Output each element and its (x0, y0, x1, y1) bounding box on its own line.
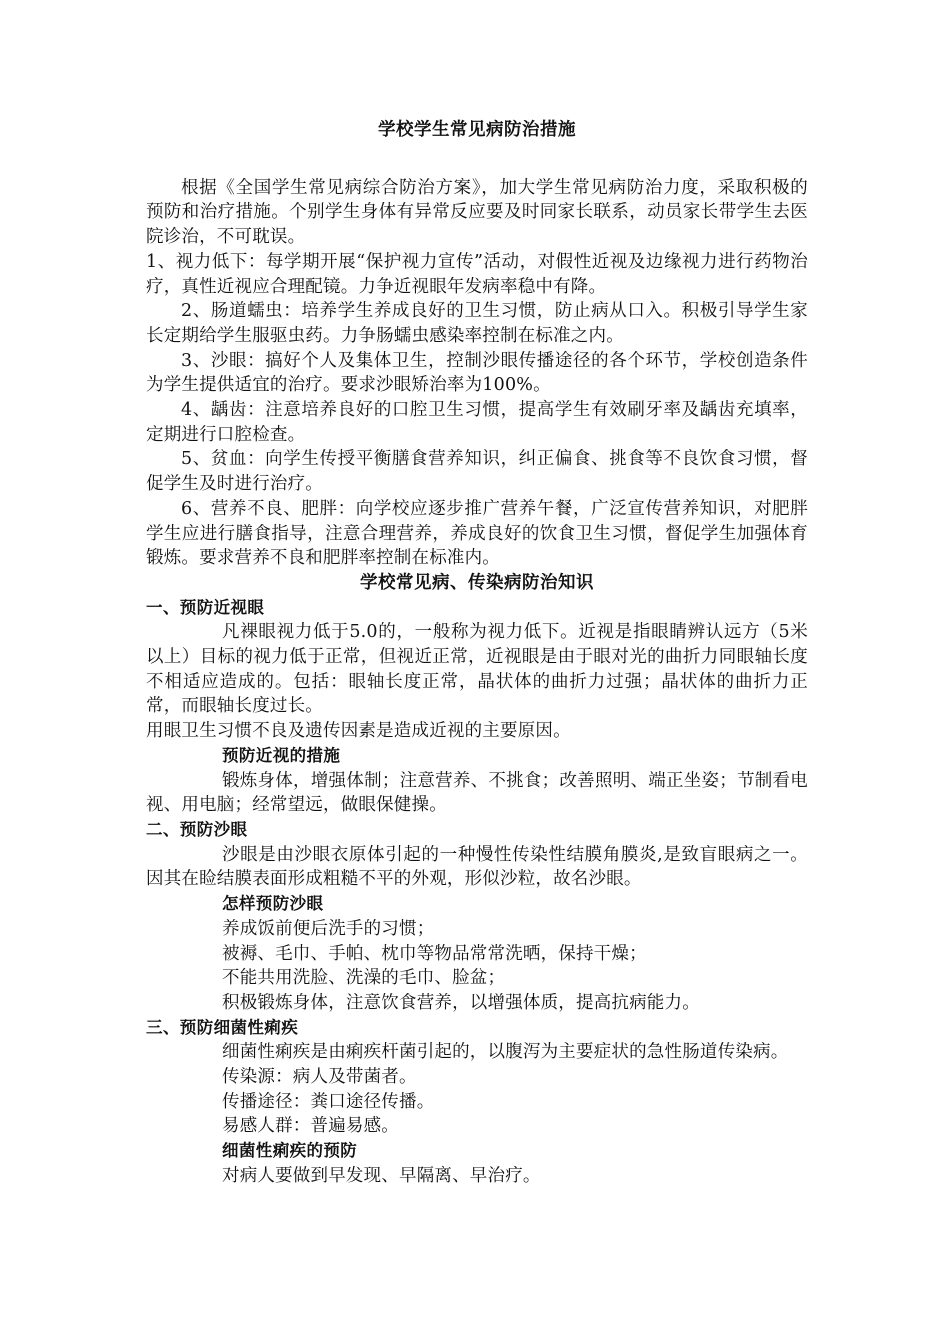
section-3-line-1: 传染源：病人及带菌者。 (222, 1067, 417, 1088)
section-3-heading: 三、预防细菌性痢疾 (146, 1017, 299, 1037)
section-2-line-2: 被褥、毛巾、手帕、枕巾等物品常常洗晒，保持干燥； (222, 943, 647, 964)
section-3-line-2: 传播途径：粪口途径传播。 (222, 1091, 435, 1112)
page-title: 学校学生常见病防治措施 (378, 120, 576, 140)
section-3-subheading: 细菌性痢疾的预防 (222, 1141, 358, 1161)
document-page (146, 118, 808, 1189)
section-3-paragraph: 细菌性痢疾是由痢疾杆菌引起的，以腹泻为主要症状的急性肠道传染病。 (222, 1042, 789, 1063)
section-3-last-line: 对病人要做到早发现、早隔离、早治疗。 (222, 1165, 541, 1186)
measure-item-4: 4、龋齿：注意培养良好的口腔卫生习惯，提高学生有效刷牙率及龋齿充填率，定期进行口腔检查。 (146, 400, 808, 445)
section-2-line-4: 积极锻炼身体，注意饮食营养，以增强体质，提高抗病能力。 (222, 992, 700, 1013)
measure-item-3: 3、沙眼：搞好个人及集体卫生，控制沙眼传播途径的各个环节，学校创造条件为学生提供适宜的治疗。要求沙眼矫治率为100%。 (146, 350, 808, 396)
measure-item-1: 1、视力低下：每学期开展“保护视力宣传”活动，对假性近视及边缘视力进行药物治疗，真性近视应合理配镜。力争近视眼年发病率稳中有降。 (146, 251, 808, 297)
section-1-measures: 锻炼身体，增强体制；注意营养、不挑食；改善照明、端正坐姿；节制看电视、用电脑；经常望远，做眼保健操。 (146, 770, 808, 816)
measure-item-5: 5、贫血：向学生传授平衡膳食营养知识，纠正偏食、挑食等不良饮食习惯，督促学生及时进行治疗。 (146, 449, 808, 495)
measure-item-6: 6、营养不良、肥胖：向学校应逐步推广营养午餐，广泛宣传营养知识，对肥胖学生应进行膳食指导，注意合理营养，养成良好的饮食卫生习惯，督促学生加强体育锻炼。要求营养不良和肥胖率控制在标准内。 (146, 498, 808, 569)
intro-paragraph: 根据《全国学生常见病综合防治方案》，加大学生常见病防治力度，采取积极的预防和治疗措施。个别学生身体有异常反应要及时同家长联系，动员家长带学生去医院诊治，不可耽误。 (146, 177, 808, 248)
section-2-heading: 二、预防沙眼 (146, 819, 248, 839)
section-2-line-3: 不能共用洗脸、洗澡的毛巾、脸盆； (222, 968, 506, 989)
measure-item-2: 2、肠道蠕虫：培养学生养成良好的卫生习惯，防止病从口入。积极引导学生家长定期给学生服驱虫药。力争肠蠕虫感染率控制在标准之内。 (146, 301, 808, 346)
section-1-heading: 一、预防近视眼 (146, 597, 265, 617)
section-1-cause: 用眼卫生习惯不良及遗传因素是造成近视的主要原因。 (146, 721, 571, 742)
section-3-line-3: 易感人群：普遍易感。 (222, 1116, 399, 1137)
section-1-subheading: 预防近视的措施 (222, 745, 341, 765)
section-2-subheading: 怎样预防沙眼 (222, 894, 324, 914)
section-1-paragraph: 凡裸眼视力低于5.0的，一般称为视力低下。近视是指眼睛辨认远方（5米以上）目标的视力低于正常，但视近正常，近视眼是由于眼对光的曲折力同眼轴长度不相适应造成的。包括：眼轴长度正常，晶状体的曲折力过强；晶状体的曲折力正常，而眼轴长度过长。 (146, 622, 808, 717)
section-2-paragraph: 沙眼是由沙眼衣原体引起的一种慢性传染性结膜角膜炎,是致盲眼病之一。因其在睑结膜表面形成粗糙不平的外观，形似沙粒，故名沙眼。 (146, 844, 808, 890)
section-title: 学校常见病、传染病防治知识 (360, 572, 594, 593)
section-2-line-1: 养成饭前便后洗手的习惯； (222, 918, 435, 939)
